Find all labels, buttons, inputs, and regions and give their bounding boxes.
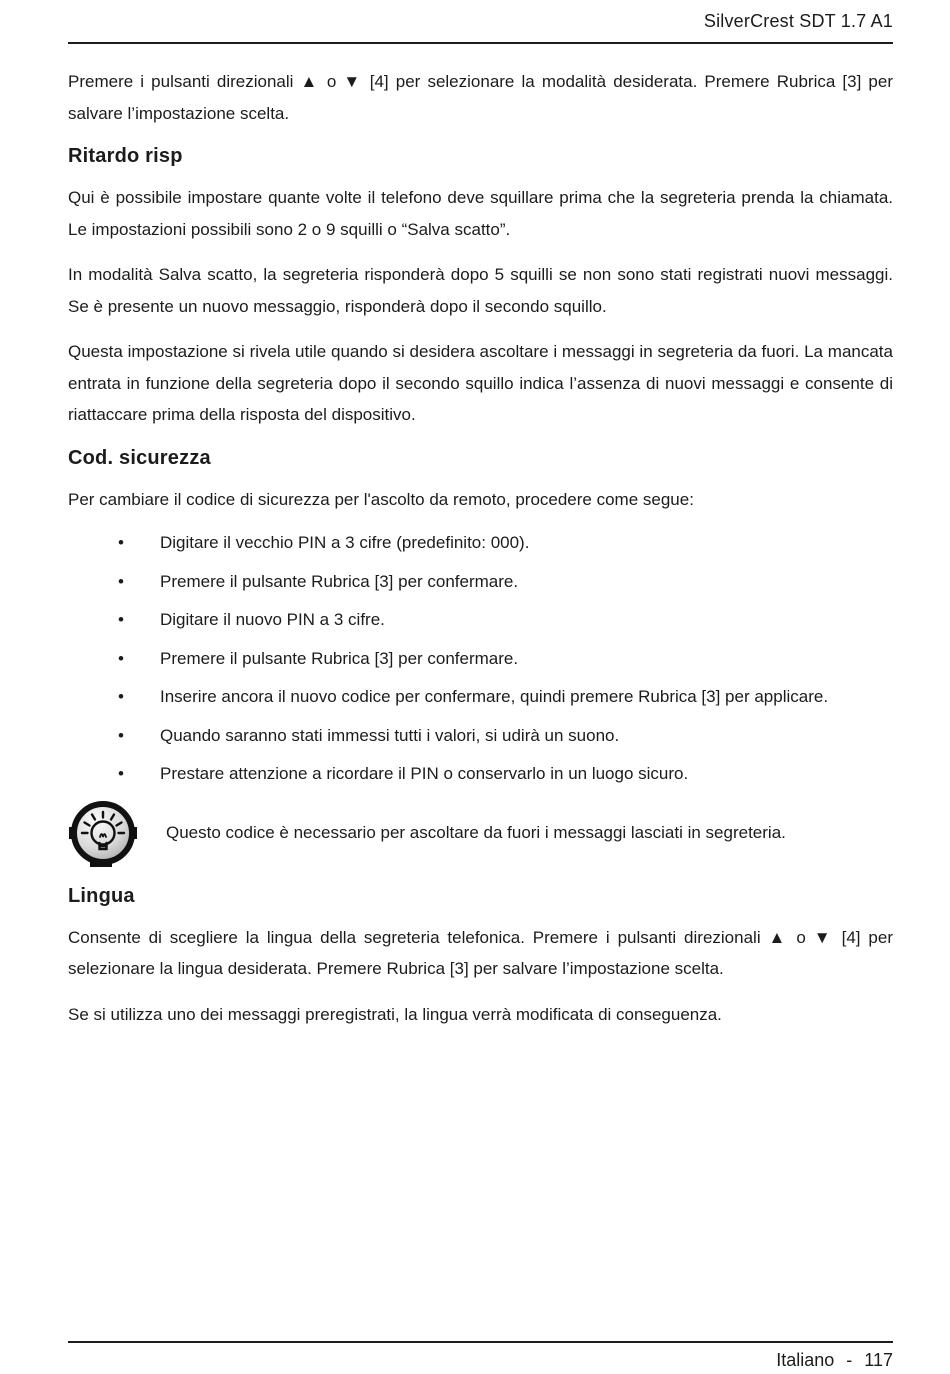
bullet-icon: • (118, 764, 124, 783)
list-item (68, 527, 893, 559)
intro-paragraph: Premere i pulsanti direzionali ▲ o ▼ [4] per selezionare la modalità desiderata. Premere Rubrica [3] per salvare l’impostazione scelta. (68, 72, 893, 123)
heading-ritardo-risp: Ritardo risp (68, 145, 183, 167)
list-item-text: Premere il pulsante Rubrica [3] per confermare. (160, 648, 519, 668)
ritardo-paragraph-1: Qui è possibile impostare quante volte il telefono deve squillare prima che la segreteria prenda la chiamata. Le impostazioni possibili sono 2 o 9 squilli o “Salva scatto”. (68, 188, 893, 239)
bullet-icon: • (118, 533, 124, 552)
heading-cod-sicurezza: Cod. sicurezza (68, 446, 211, 469)
lingua-paragraph-1: Consente di scegliere la lingua della segreteria telefonica. Premere i pulsanti direzionali ▲ o ▼ [4] per selezionare la lingua desiderata. Premere Rubrica [3] per salvare l’impostazione scelta. (68, 927, 893, 978)
list-item (68, 720, 893, 752)
ritardo-paragraph-2: In modalità Salva scatto, la segreteria risponderà dopo 5 squilli se non sono stati registrati nuovi messaggi. Se è presente un nuovo messaggio, risponderà dopo il secondo squillo. (68, 265, 893, 316)
page-content (68, 0, 893, 1030)
header-title: SilverCrest SDT 1.7 A1 (703, 11, 893, 31)
list-item (68, 604, 893, 636)
list-item-text: Prestare attenzione a ricordare il PIN o conservarlo in un luogo sicuro. (160, 764, 689, 783)
list-item-text: Digitare il vecchio PIN a 3 cifre (predefinito: 000). (160, 533, 530, 552)
list-item (68, 758, 893, 790)
list-item-text: Inserire ancora il nuovo codice per confermare, quindi premere Rubrica [3] per applicare. (160, 687, 829, 706)
bullet-icon: • (118, 571, 124, 591)
tip-note (68, 797, 893, 869)
lightbulb-tip-icon (68, 797, 138, 869)
page-footer (68, 1341, 893, 1371)
list-item-text: Premere il pulsante Rubrica [3] per confermare. (160, 571, 519, 591)
cod-sicurezza-steps (68, 527, 893, 790)
list-item (68, 643, 893, 675)
list-item (68, 681, 893, 713)
page-number: Italiano - 117 (776, 1350, 893, 1370)
bullet-icon: • (118, 687, 124, 706)
list-item-text: Quando saranno stati immessi tutti i valori, si udirà un suono. (160, 725, 620, 745)
list-item (68, 566, 893, 598)
cod-sicurezza-intro: Per cambiare il codice di sicurezza per l'ascolto da remoto, procedere come segue: (68, 489, 694, 509)
bullet-icon: • (118, 725, 124, 745)
tip-text: Questo codice è necessario per ascoltare da fuori i messaggi lasciati in segreteria. (166, 822, 786, 842)
bullet-icon: • (118, 610, 124, 629)
page-header (68, 0, 893, 44)
bullet-icon: • (118, 648, 124, 668)
heading-lingua: Lingua (68, 884, 135, 907)
ritardo-paragraph-3: Questa impostazione si rivela utile quando si desidera ascoltare i messaggi in segreteria da fuori. La mancata entrata in funzione della segreteria dopo il secondo squillo indica l’assenza di nuovi messaggi e consente di riattaccare prima della risposta del dispositivo. (68, 342, 893, 424)
list-item-text: Digitare il nuovo PIN a 3 cifre. (160, 610, 385, 629)
lingua-paragraph-2: Se si utilizza uno dei messaggi preregistrati, la lingua verrà modificata di conseguenza. (68, 1004, 722, 1024)
